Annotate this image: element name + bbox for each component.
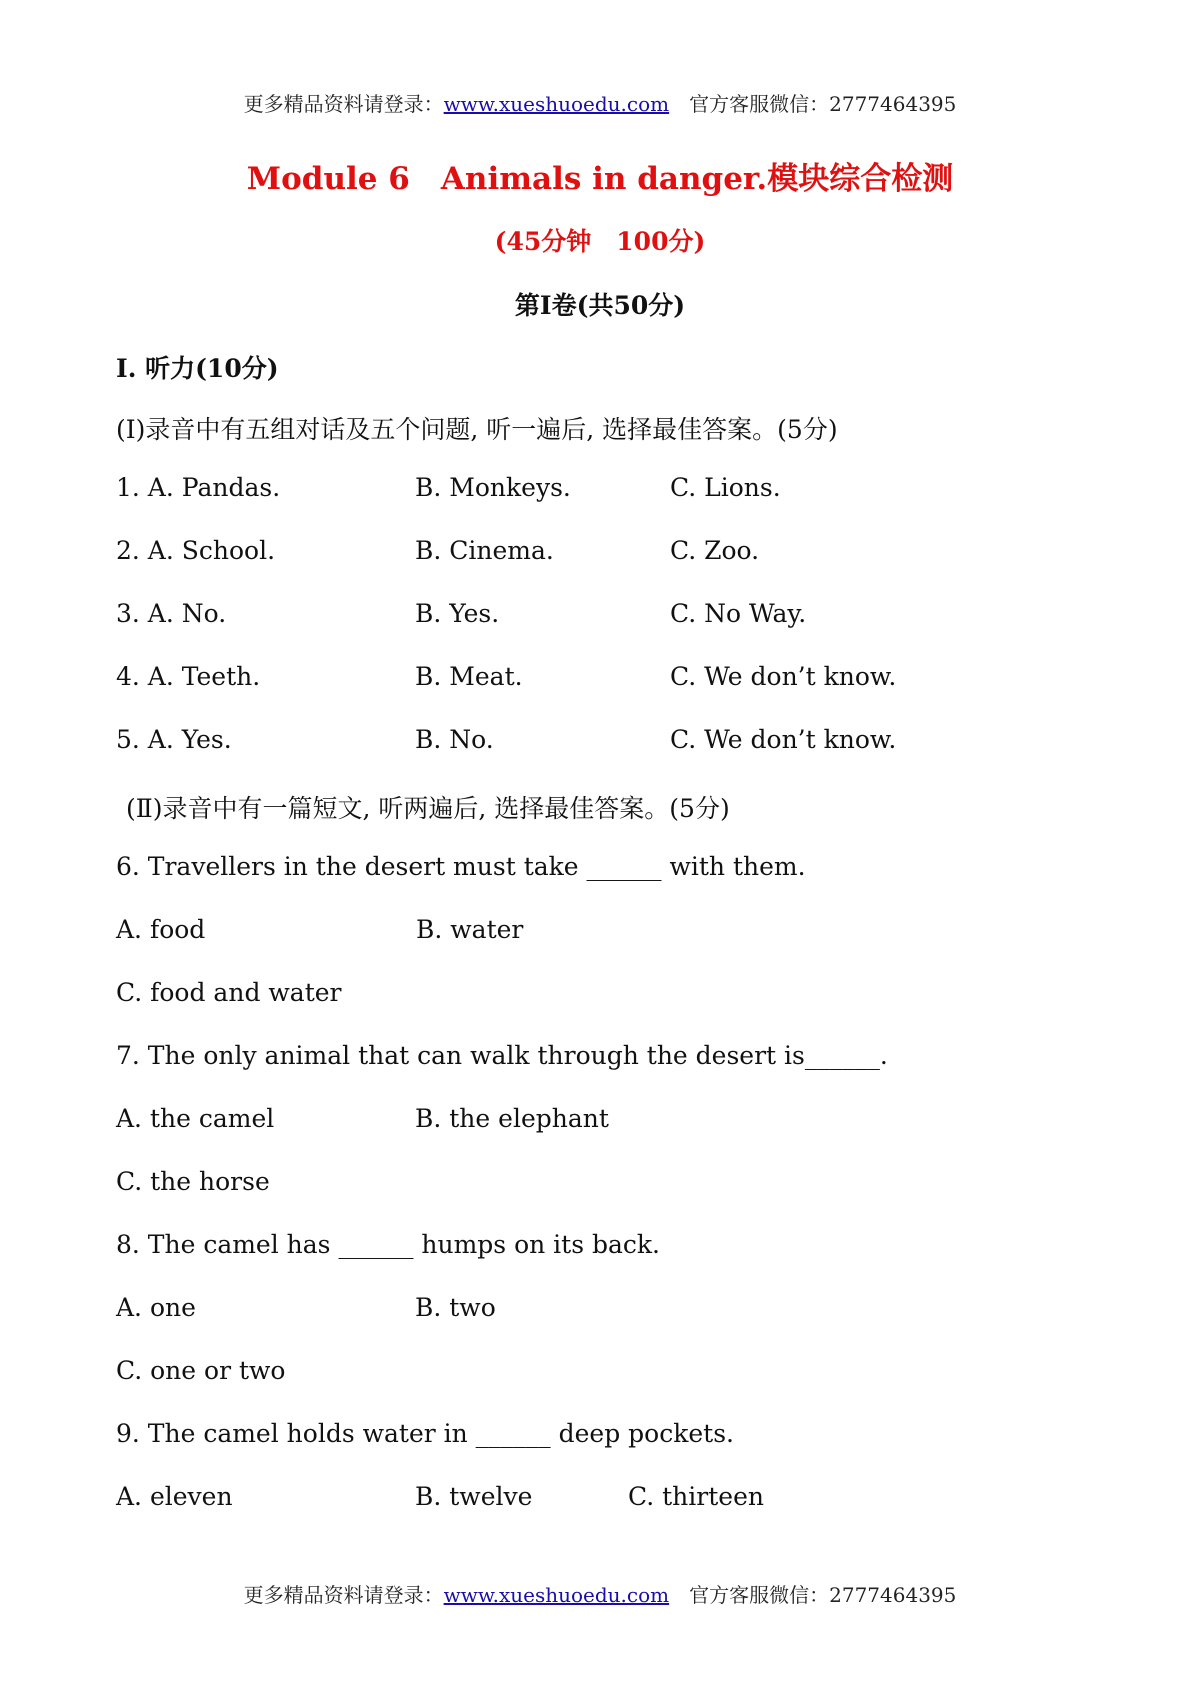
option-b: B. Yes. (415, 599, 500, 628)
question-text: 8. The camel has ______ humps on its back. (116, 1230, 661, 1259)
page-footer (0, 1579, 1200, 1608)
option-b: B. No. (415, 725, 494, 754)
option-a: A. the camel (116, 1104, 275, 1133)
page-title: Module 6 Animals in danger.模块综合检测 (246, 161, 954, 197)
section-heading: Ⅰ. 听力(10分) (116, 354, 279, 383)
page-header (0, 88, 1200, 117)
option-c: C. thirteen (628, 1482, 764, 1511)
part1-instruction: (Ⅰ)录音中有五组对话及五个问题, 听一遍后, 选择最佳答案。(5分) (116, 415, 838, 444)
option-c: C. the horse (116, 1167, 270, 1196)
option-b: B. two (415, 1293, 496, 1322)
page-subtitle: (45分钟 100分) (494, 227, 706, 256)
question-text: 7. The only animal that can walk through the desert is______. (116, 1041, 888, 1070)
header-wechat: 官方客服微信：2777464395 (689, 92, 957, 116)
option-c: C. Zoo. (670, 536, 760, 565)
question-text: 9. The camel holds water in ______ deep pockets. (116, 1419, 734, 1448)
part2-instruction: (Ⅱ)录音中有一篇短文, 听两遍后, 选择最佳答案。(5分) (126, 794, 730, 823)
option-a: A. eleven (116, 1482, 233, 1511)
option-a: 5. A. Yes. (116, 725, 232, 754)
option-b: B. the elephant (415, 1104, 609, 1133)
option-b: B. twelve (415, 1482, 533, 1511)
option-a: 4. A. Teeth. (116, 662, 261, 691)
header-link[interactable]: www.xueshuoedu.com (443, 92, 670, 116)
footer-prefix: 更多精品资料请登录： (243, 1583, 444, 1607)
option-c: C. Lions. (670, 473, 781, 502)
option-a: A. food (116, 915, 206, 944)
option-a: A. one (116, 1293, 196, 1322)
option-c: C. We don’t know. (670, 725, 897, 754)
option-b: B. Meat. (415, 662, 523, 691)
footer-wechat: 官方客服微信：2777464395 (689, 1583, 957, 1607)
footer-link[interactable]: www.xueshuoedu.com (443, 1583, 670, 1607)
option-c: C. No Way. (670, 599, 807, 628)
option-a: 2. A. School. (116, 536, 276, 565)
option-c: C. one or two (116, 1356, 286, 1385)
header-prefix: 更多精品资料请登录： (243, 92, 444, 116)
option-b: B. Monkeys. (415, 473, 571, 502)
option-c: C. We don’t know. (670, 662, 897, 691)
option-a: 1. A. Pandas. (116, 473, 281, 502)
volume-heading: 第Ⅰ卷(共50分) (514, 291, 686, 320)
option-b: B. Cinema. (415, 536, 554, 565)
option-a: 3. A. No. (116, 599, 227, 628)
option-b: B. water (416, 915, 524, 944)
option-c: C. food and water (116, 978, 342, 1007)
question-text: 6. Travellers in the desert must take ______ with them. (116, 852, 806, 881)
